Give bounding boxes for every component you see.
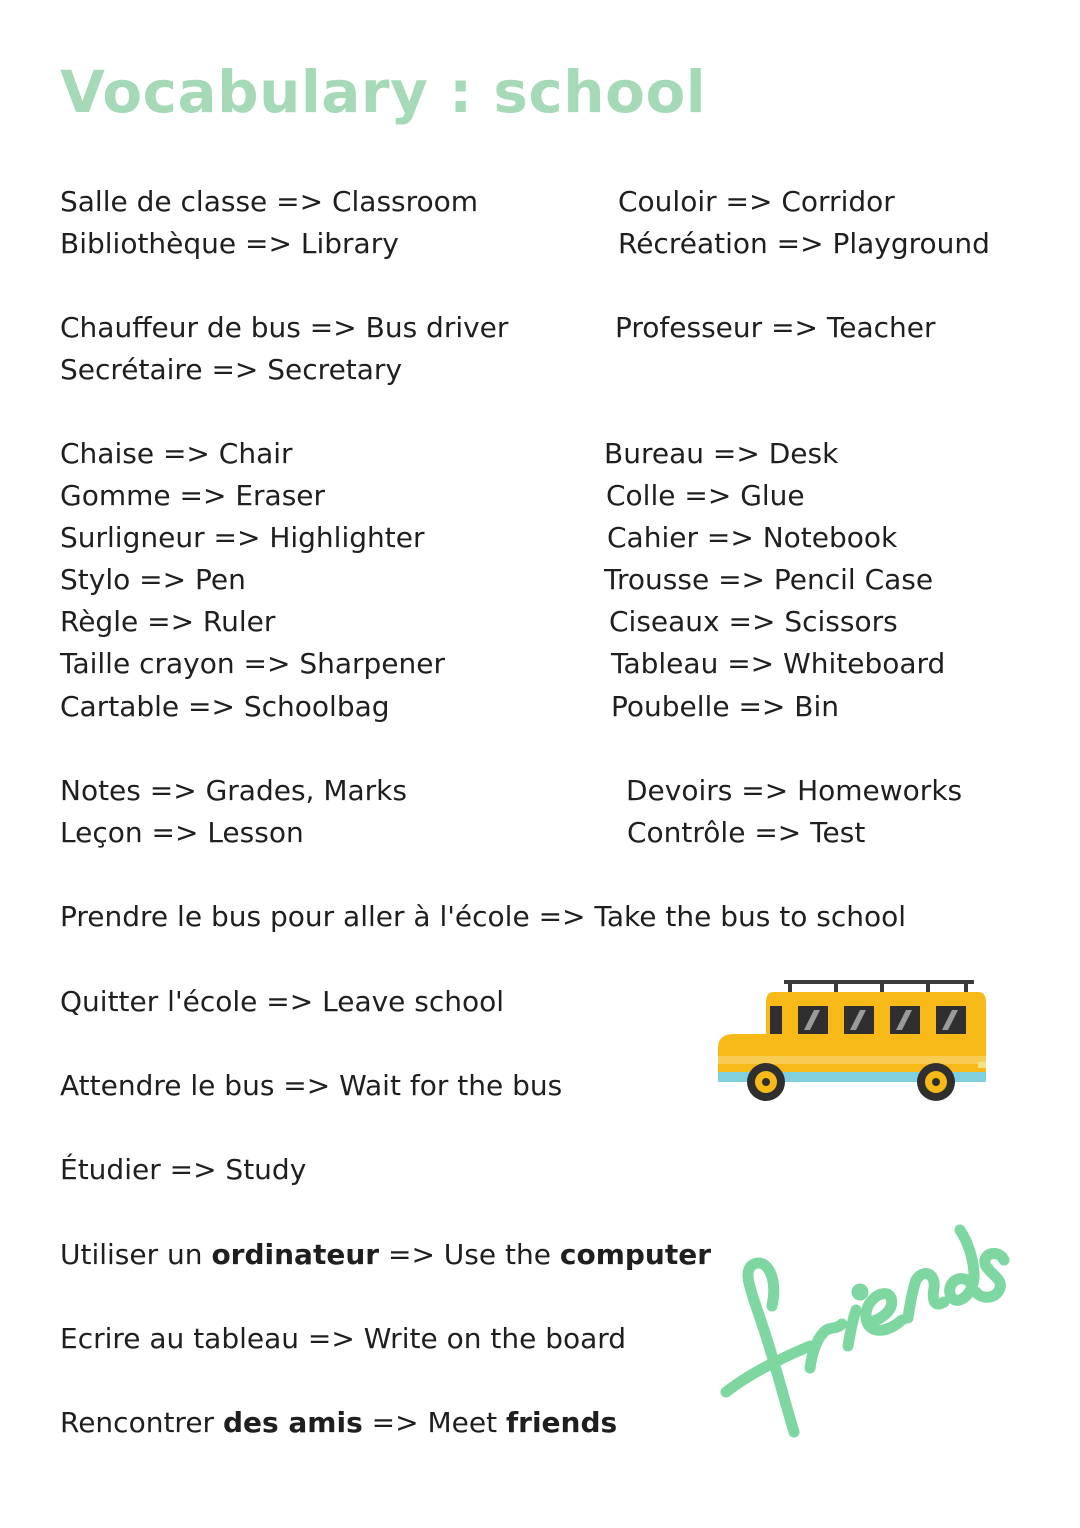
vocab-item: Colle => Glue [606,479,805,512]
school-bus-icon [716,978,988,1106]
phrase-bold: friends [505,1406,618,1439]
vocab-item: Couloir => Corridor [618,185,895,218]
vocab-item: Secrétaire => Secretary [60,353,403,386]
page-title: Vocabulary : school [60,58,707,126]
phrase-text: => Use the [379,1238,560,1271]
vocab-item: Ciseaux => Scissors [609,605,898,638]
vocab-item: Chaise => Chair [60,437,293,470]
phrase-text: => Meet [362,1406,506,1439]
phrase-bold: computer [559,1238,712,1271]
vocab-item: Notes => Grades, Marks [60,774,407,807]
vocab-item: Trousse => Pencil Case [604,563,934,596]
phrase-study: Étudier => Study [60,1153,307,1186]
phrase-computer [60,1234,711,1276]
phrase-leave-school: Quitter l'école => Leave school [60,985,505,1018]
vocab-item: Professeur => Teacher [615,311,936,344]
vocab-item: Chauffeur de bus => Bus driver [60,311,509,344]
vocab-item: Règle => Ruler [60,605,276,638]
phrase-bold: des amis [222,1406,363,1439]
phrase-text: Utiliser un [60,1238,212,1271]
phrase-bold: ordinateur [211,1238,380,1271]
vocab-item: Leçon => Lesson [60,816,304,849]
vocab-item: Tableau => Whiteboard [611,647,946,680]
vocab-item: Poubelle => Bin [611,690,840,723]
vocab-item: Salle de classe => Classroom [60,185,479,218]
vocab-item: Devoirs => Homeworks [626,774,963,807]
phrase-wait-bus: Attendre le bus => Wait for the bus [60,1069,563,1102]
vocab-item: Cartable => Schoolbag [60,690,390,723]
vocab-item: Contrôle => Test [627,816,866,849]
phrase-board: Ecrire au tableau => Write on the board [60,1322,627,1355]
vocab-item: Bureau => Desk [604,437,839,470]
vocab-item: Stylo => Pen [60,563,246,596]
vocab-item: Surligneur => Highlighter [60,521,425,554]
vocab-item: Taille crayon => Sharpener [60,647,445,680]
vocab-item: Gomme => Eraser [60,479,326,512]
vocab-item: Bibliothèque => Library [60,227,399,260]
friends-script-icon [712,1222,1012,1452]
phrase-text: Rencontrer [60,1406,223,1439]
phrase-take-bus: Prendre le bus pour aller à l'école => Take the bus to school [60,900,907,933]
phrase-friends [60,1402,617,1444]
vocab-item: Récréation => Playground [618,227,990,260]
vocab-item: Cahier => Notebook [607,521,898,554]
